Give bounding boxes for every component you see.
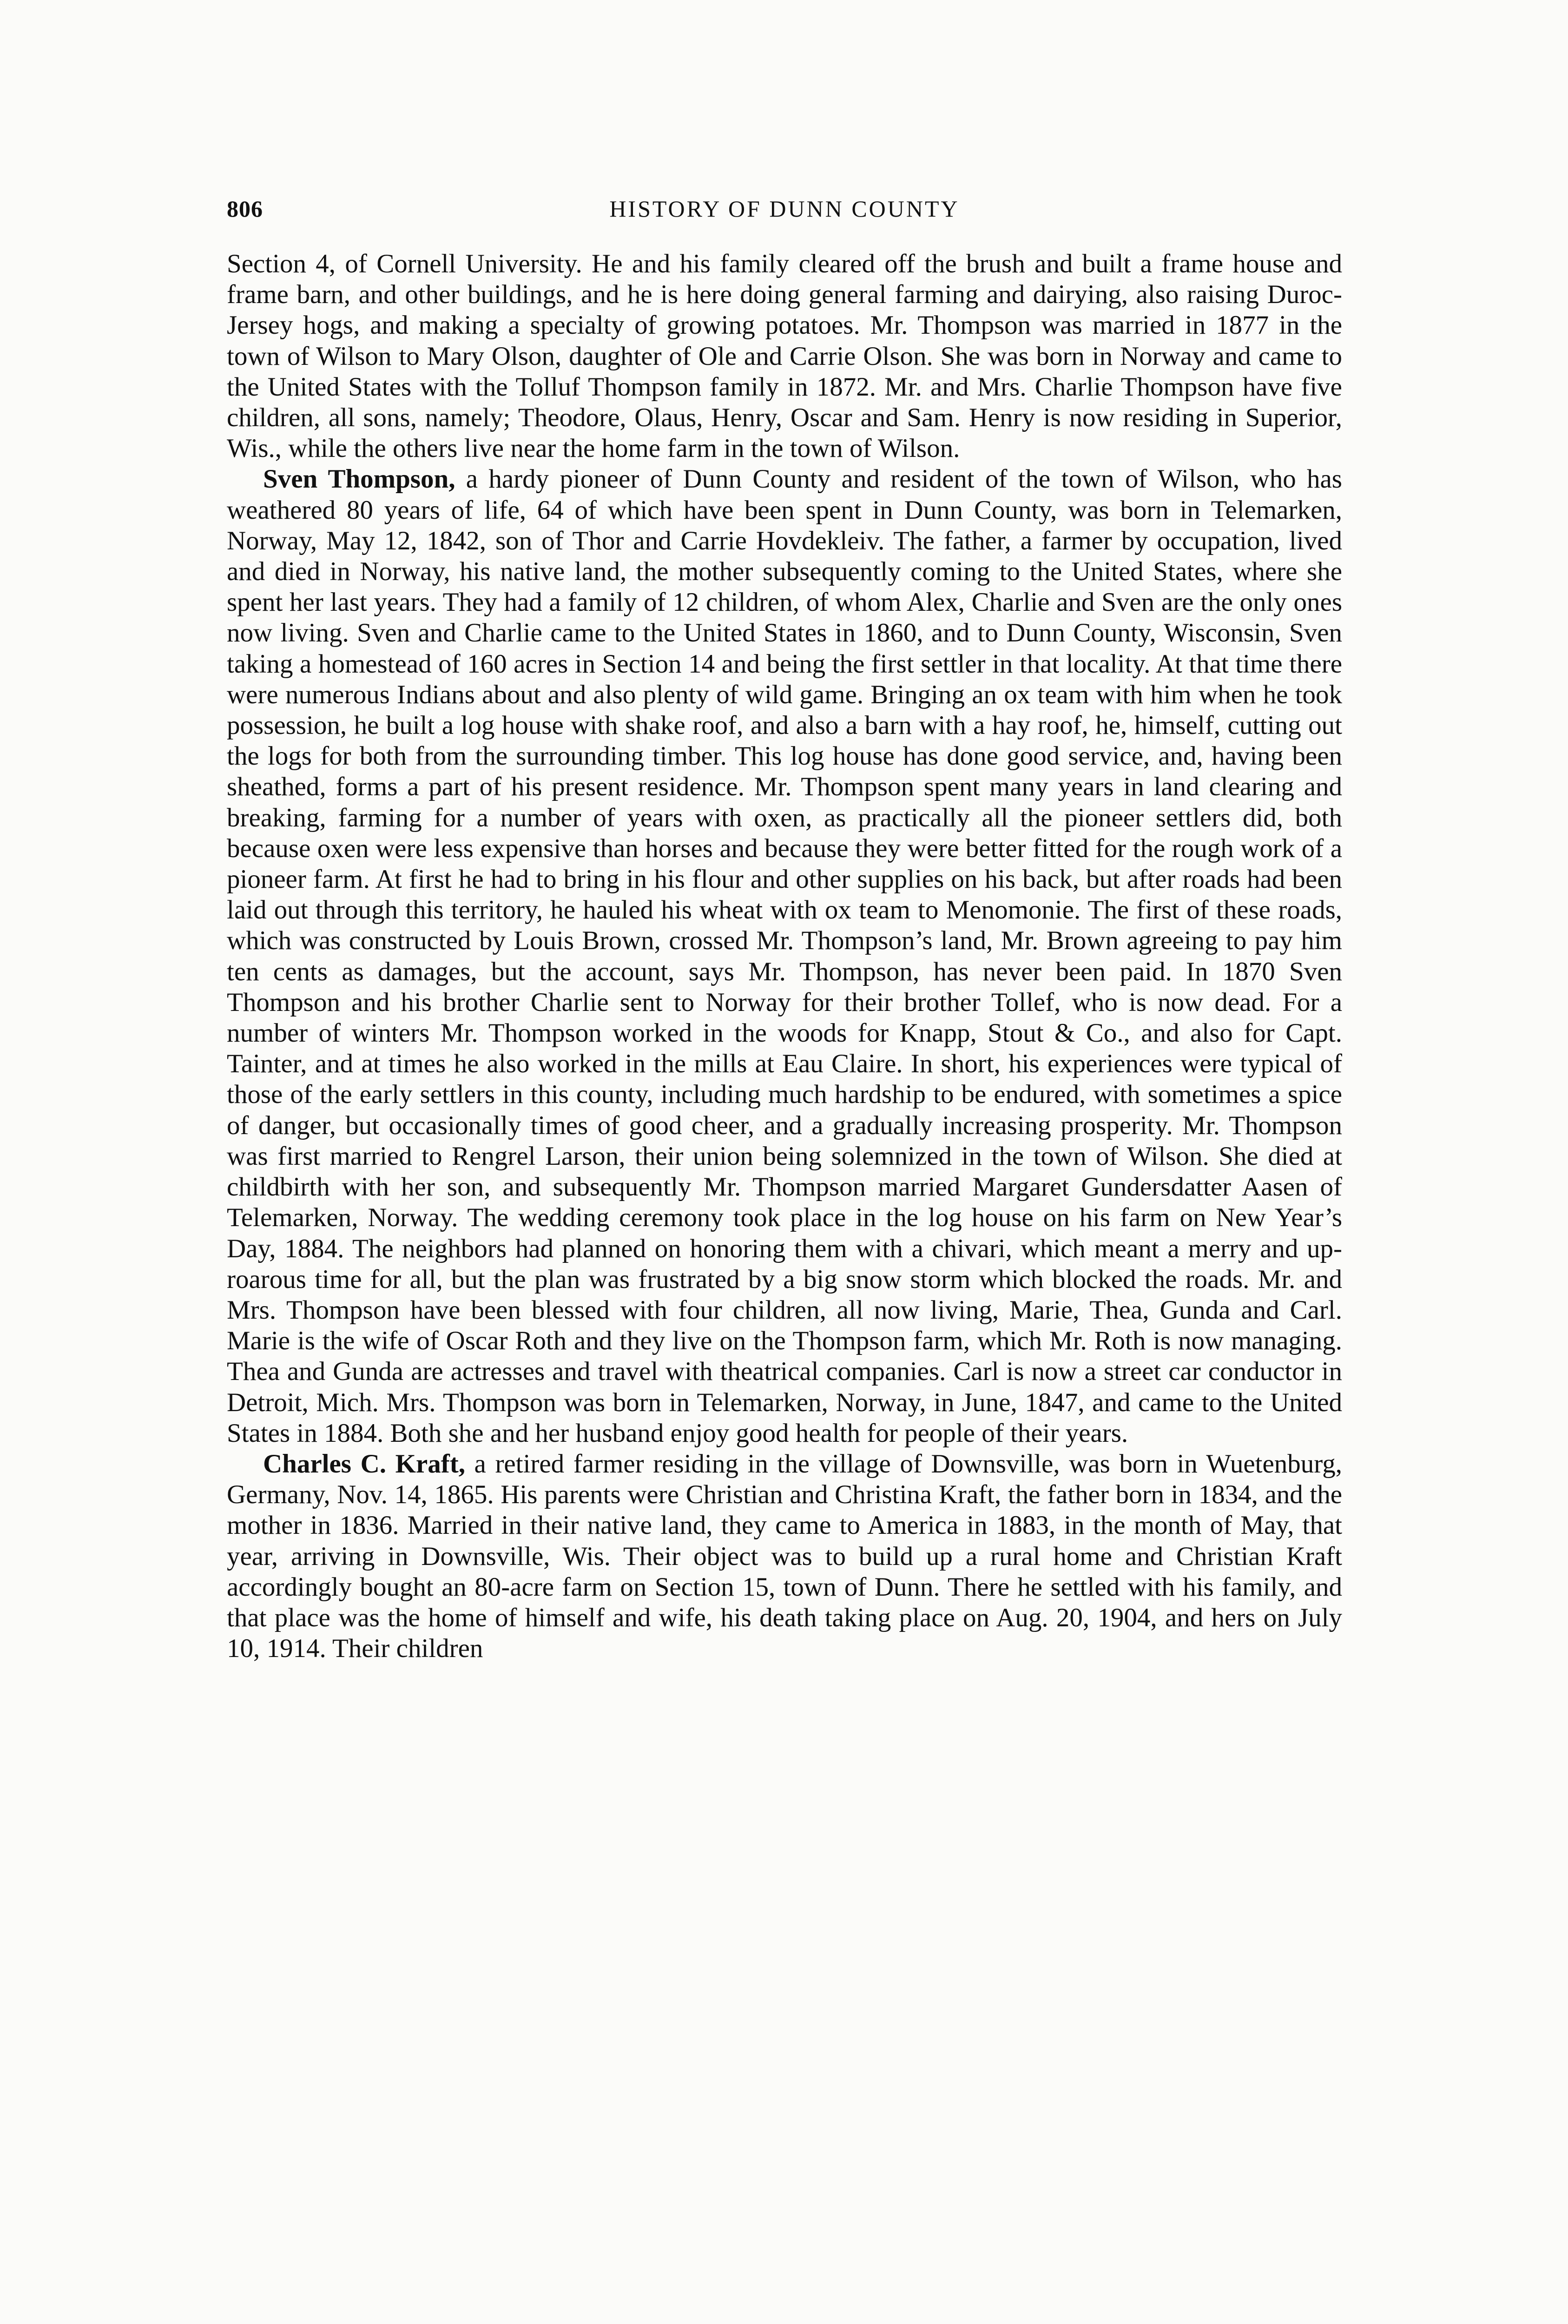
page-number: 806 — [227, 196, 263, 222]
paragraph-charlie-thompson-continuation — [227, 249, 1342, 464]
page-header — [227, 195, 1342, 232]
biography-name: Sven Thompson, — [263, 464, 455, 494]
body-text — [227, 249, 1342, 1664]
paragraph-charles-kraft — [227, 1449, 1342, 1664]
biography-name: Charles C. Kraft, — [263, 1449, 465, 1479]
paragraph-text: Section 4, of Cornell University. He and his family cleared off the brush and built a frame house and frame barn, and other buildings, and he is here doing general farming and dairying, also raising Duroc-Jersey hogs, and making a specialty of growing potatoes. Mr. Thompson was married in 1877 in the town of Wilson to Mary Olson, daughter of Ole and Carrie Olson. She was born in Norway and came to the United States with the Tolluf Thompson family in 1872. Mr. and Mrs. Charlie Thompson have five children, all sons, namely; Theodore, Olaus, Henry, Oscar and Sam. Henry is now residing in Superior, Wis., while the others live near the home farm in the town of Wilson. — [227, 249, 1342, 463]
running-head: HISTORY OF DUNN COUNTY — [609, 196, 960, 222]
paragraph-text: a retired farmer residing in the village of Downsville, was born in Wuetenburg, Germany, Nov. 14, 1865. His parents were Christian and Christina Kraft, the father born in 1834, and the mother in 1836. Married in their native land, they came to America in 1883, in the month of May, that year, arriving in Downsville, Wis. Their object was to build up a rural home and Christian Kraft accordingly bought an 80-acre farm on Section 15, town of Dunn. There he settled with his family, and that place was the home of himself and wife, his death taking place on Aug. 20, 1904, and hers on July 10, 1914. Their children — [227, 1449, 1343, 1664]
paragraph-text: a hardy pioneer of Dunn County and resident of the town of Wilson, who has weathered 80 years of life, 64 of which have been spent in Dunn County, was born in Telemarken, Norway, May 12, 1842, son of Thor and Carrie Hovdekleiv. The father, a farmer by occupation, lived and died in Norway, his native land, the mother subsequently coming to the United States, where she spent her last years. They had a family of 12 children, of whom Alex, Charlie and Sven are the only ones now living. Sven and Charlie came to the United States in 1860, and to Dunn County, Wisconsin, Sven taking a homestead of 160 acres in Section 14 and being the first settler in that locality. At that time there were numerous Indians about and also plenty of wild game. Bringing an ox team with him when he took possession, he built a log house with shake roof, and also a barn with a hay roof, he, himself, cutting out the logs for both from the surrounding timber. This log house has done good service, and, having been sheathed, forms a part of his present residence. Mr. Thompson spent many years in land clearing and breaking, farming for a number of years with oxen, as practically all the pioneer settlers did, both because oxen were less expensive than horses and because they were better fitted for the rough work of a pioneer farm. At first he had to bring in his flour and other supplies on his back, but after roads had been laid out through this territory, he hauled his wheat with ox team to Menomonie. The first of these roads, which was constructed by Louis Brown, crossed Mr. Thompson’s land, Mr. Brown agreeing to pay him ten cents as damages, but the account, says Mr. Thompson, has never been paid. In 1870 Sven Thompson and his brother Charlie sent to Norway for their brother Tollef, who is now dead. For a number of winters Mr. Thompson worked in the woods for Knapp, Stout & Co., and also for Capt. Tainter, and at times he also worked in the mills at Eau Claire. In short, his experiences were typical of those of the early settlers in this county, including much hardship to be endured, with sometimes a spice of danger, but occasionally times of good cheer, and a gradually increasing prosperity. Mr. Thompson was first married to Rengrel Larson, their union being solemnized in the town of Wilson. She died at childbirth with her son, and subsequently Mr. Thompson married Margaret Gundersdatter Aasen of Telemarken, Norway. The wedding ceremony took place in the log house on his farm on New Year’s Day, 1884. The neighbors had planned on honoring them with a chivari, which meant a merry and up-roarous time for all, but the plan was frustrated by a big snow storm which blocked the roads. Mr. and Mrs. Thompson have been blessed with four children, all now living, Marie, Thea, Gunda and Carl. Marie is the wife of Oscar Roth and they live on the Thompson farm, which Mr. Roth is now managing. Thea and Gunda are actresses and travel with theatrical companies. Carl is now a street car conductor in Detroit, Mich. Mrs. Thompson was born in Telemarken, Norway, in June, 1847, and came to the United States in 1884. Both she and her husband enjoy good health for people of their years. — [227, 464, 1342, 1448]
paragraph-sven-thompson — [227, 464, 1342, 1449]
